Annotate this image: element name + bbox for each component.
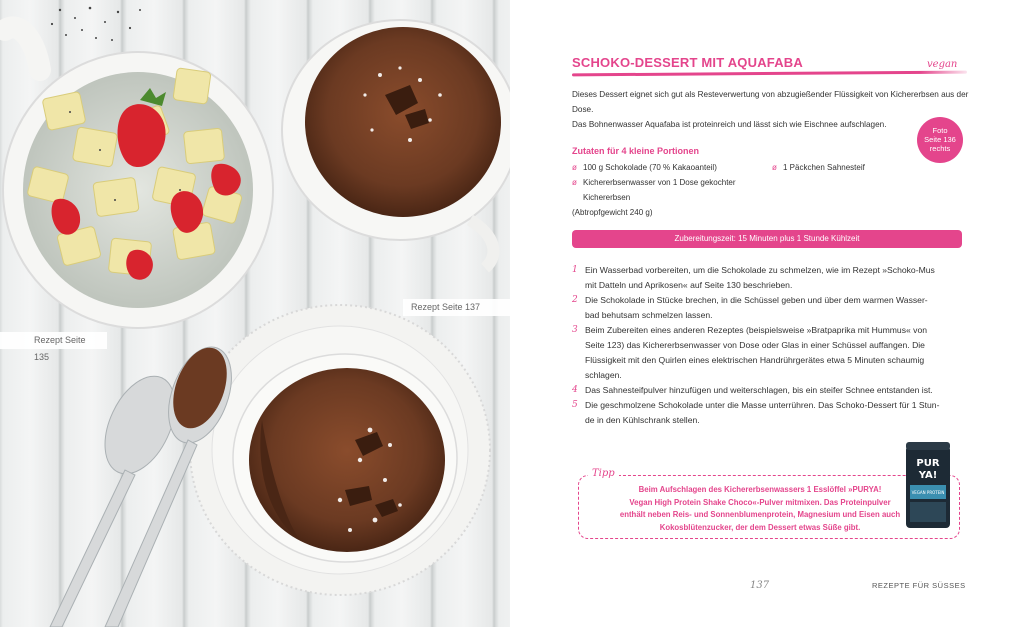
product-brand: PUR bbox=[916, 458, 940, 469]
bullet-icon: ø bbox=[572, 163, 577, 172]
step-5: 5 Die geschmolzene Schokolade unter die Masse unterrühren. Das Schoko-Dessert für 1 Stun- de in den Kühlschrank stellen. bbox=[572, 400, 940, 425]
bullet-icon: ø bbox=[772, 163, 777, 172]
step-1: 1 Ein Wasserbad vorbereiten, um die Schokolade zu schmelzen, wie im Rezept »Schoko-Mus mit Datteln und Aprikosen« auf Seite 130 beschrieben. bbox=[572, 265, 935, 290]
section-name: REZEPTE FÜR SÜSSES bbox=[872, 581, 966, 590]
ingredients-list-1 bbox=[572, 160, 782, 220]
chocolate-cup-bottom bbox=[190, 305, 490, 595]
chocolate-cup-top bbox=[282, 20, 510, 268]
ingredient-item: ø 100 g Schokolade (70 % Kakaoanteil) bbox=[572, 160, 782, 175]
photo-caption-left: Rezept Seite 135 bbox=[0, 332, 107, 349]
page-number: 137 bbox=[750, 580, 770, 591]
tip-label: Tipp bbox=[588, 468, 619, 479]
ingredient-item: ø Kichererbsenwasser von 1 Dose gekochter Kichererbsen (Abtropfgewicht 240 g) bbox=[572, 175, 782, 220]
chia-seeds-scatter bbox=[51, 7, 141, 41]
step-4: 4 Das Sahnesteifpulver hinzufügen und weiterschlagen, bis ein steifer Schnee entstanden ist. bbox=[572, 385, 933, 395]
tip-text: Beim Aufschlagen des Kichererbsenwassers 1 Esslöffel »PURYA! Vegan High Protein Shake Choco«-Pulver mitmixen. Das Proteinpulver enthält neben Reis- und Sonnenblumenprotein, Magnesium und Eisen auch Kokosblütenzucker, der dem Dessert etwas Süße gibt. bbox=[619, 485, 901, 532]
bullet-icon: ø bbox=[572, 178, 577, 187]
fruit-chia-bowl bbox=[3, 27, 273, 328]
title-underline bbox=[572, 71, 967, 77]
instruction-steps bbox=[572, 263, 967, 428]
ingredients-heading: Zutaten für 4 kleine Portionen bbox=[572, 146, 700, 156]
intro-line: Das Bohnenwasser Aquafaba ist proteinreich und lässt sich wie Eischnee aufschlagen. bbox=[572, 120, 887, 129]
recipe-intro bbox=[572, 87, 972, 132]
step-3: 3 Beim Zubereiten eines anderen Rezeptes (beispielsweise »Bratpaprika mit Hummus« von Seite 123) das Kichererbsenwasser von Dose oder Glas in einer Schüssel auffangen. Die Flüssigkeit mit den Quirlen eines elektrischen Handrührgerätes etwa 5 Minuten schaumig schlagen. bbox=[572, 325, 928, 380]
recipe-title: SCHOKO-DESSERT MIT AQUAFABA bbox=[572, 55, 803, 70]
svg-text:YA!: YA! bbox=[918, 470, 938, 481]
product-line: VEGAN PROTEIN bbox=[911, 490, 945, 495]
recipe-page bbox=[510, 0, 1020, 627]
step-2: 2 Die Schokolade in Stücke brechen, in die Schüssel geben und über dem warmen Wasser- bad behutsam schmelzen lassen. bbox=[572, 295, 928, 320]
prep-time-bar: Zubereitungszeit: 15 Minuten plus 1 Stunde Kühlzeit bbox=[572, 230, 962, 248]
photo-reference-badge: Foto Seite 136 rechts bbox=[917, 117, 963, 163]
ingredients-list-2 bbox=[772, 160, 922, 175]
intro-line: Dieses Dessert eignet sich gut als Resteverwertung von abzugießender Flüssigkeit von Kichererbsen aus der Dose. bbox=[572, 90, 969, 114]
ingredient-item: ø 1 Päckchen Sahnesteif bbox=[772, 160, 922, 175]
protein-product-jar bbox=[904, 440, 952, 530]
photo-caption-right: Rezept Seite 137 bbox=[403, 299, 510, 316]
vegan-tag: vegan bbox=[927, 59, 958, 70]
